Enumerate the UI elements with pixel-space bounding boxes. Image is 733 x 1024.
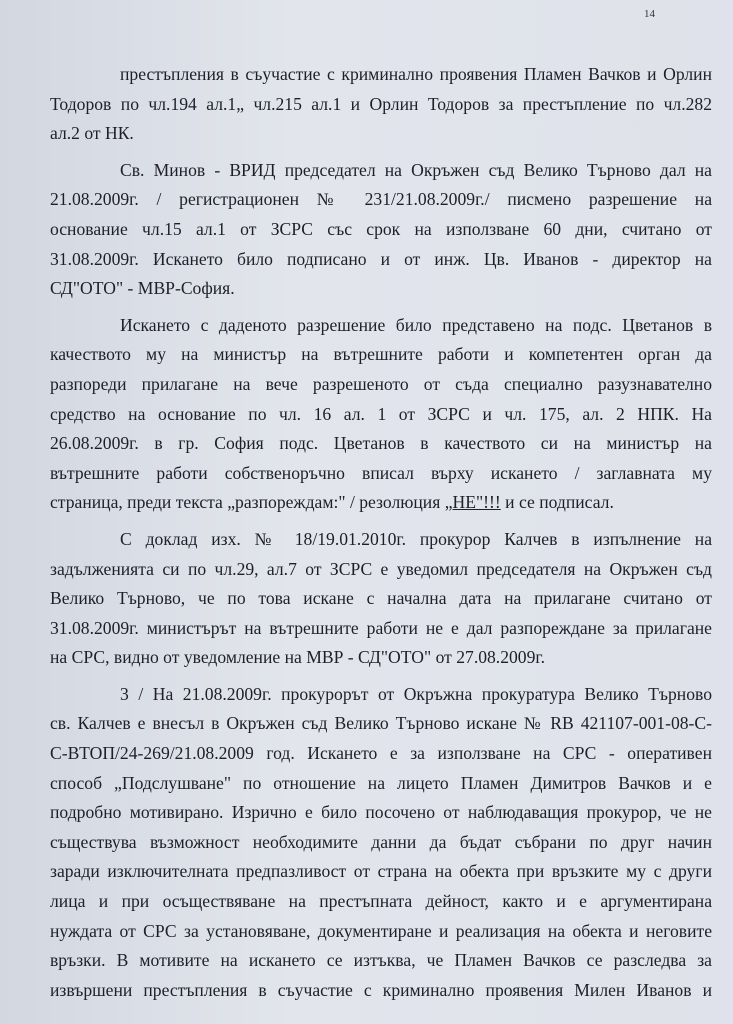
text-line: вътрешните работи собственоръчно вписал върху искането / заглавната му bbox=[50, 462, 712, 483]
text-line: Св. Минов - ВРИД председател на Окръжен съд Велико Търново дал на bbox=[120, 159, 712, 180]
text-line: извършени престъпления в съучастие с криминално проявения Милен Иванов и bbox=[50, 979, 712, 1000]
text-fragment: страница, преди текста „разпореждам:" / резолюция „ bbox=[50, 492, 453, 513]
text-line: 21.08.2009г. / регистрационен № 231/21.08.2009г./ писмено разрешение на bbox=[50, 189, 712, 210]
text-line: подробно мотивирано. Изрично е било посочено от наблюдаващия прокурор, че не bbox=[50, 802, 712, 823]
text-line: 31.08.2009г. Искането било подписано и от инж. Цв. Иванов - директор на bbox=[50, 248, 712, 269]
text-line: средство на основание по чл. 16 ал. 1 от ЗСРС и чл. 175, ал. 2 НПК. На bbox=[50, 403, 712, 424]
text-line: престъпления в съучастие с криминално проявения Пламен Вачков и Орлин bbox=[120, 64, 712, 84]
text-line: задълженията си по чл.29, ал.7 от ЗСРС е уведомил председателя на Окръжен съд bbox=[50, 558, 712, 579]
text-line: връзки. В мотивите на искането се изтъква, че Пламен Вачков се разследва за bbox=[50, 950, 712, 971]
text-line: С-ВТОП/24-269/21.08.2009 год. Искането е за използване на СРС - оперативен bbox=[50, 743, 712, 764]
text-line: св. Калчев е внесъл в Окръжен съд Велико Търново искане № RB 421107-001-08-С- bbox=[50, 713, 712, 734]
text-line: Велико Търново, че по това искане с начална дата на прилагане считано от bbox=[50, 588, 712, 609]
text-line: 3 / На 21.08.2009г. прокурорът от Окръжна прокуратура Велико Търново bbox=[120, 683, 712, 704]
text-line: основание чл.15 ал.1 от ЗСРС със срок на използване 60 дни, считано от bbox=[50, 218, 712, 239]
text-line: 31.08.2009г. министърът на вътрешните работи не е дал разпореждане за прилагане bbox=[50, 617, 712, 638]
text-line: СД"ОТО" - МВР-София. bbox=[50, 278, 235, 299]
text-line: Искането с даденото разрешение било представено на подс. Цветанов в bbox=[120, 314, 712, 335]
text-line: съществува възможност необходимите данни да бъдат събрани по друг начин bbox=[50, 831, 712, 852]
underlined-resolution: НЕ"!!! bbox=[452, 492, 501, 513]
text-line: нуждата от СРС за установяване, документиране и реализация на обекта и неговите bbox=[50, 920, 712, 941]
text-line: способ „Подслушване" по отношение на лицето Пламен Димитров Вачков и е bbox=[50, 772, 712, 793]
page-number: 14 bbox=[644, 8, 655, 20]
paragraph-3 bbox=[50, 311, 712, 518]
text-line: Тодоров по чл.194 ал.1„ чл.215 ал.1 и Орлин Тодоров за престъпление по чл.282 bbox=[50, 93, 712, 114]
text-fragment: и се подписал. bbox=[500, 492, 614, 513]
text-line: ал.2 от НК. bbox=[50, 123, 134, 144]
body-text bbox=[50, 60, 712, 1005]
paragraph-4 bbox=[50, 525, 712, 673]
paragraph-5 bbox=[50, 680, 712, 1006]
paragraph-2 bbox=[50, 156, 712, 304]
text-line bbox=[50, 488, 712, 518]
text-line: С доклад изх. № 18/19.01.2010г. прокурор Калчев в изпълнение на bbox=[120, 528, 712, 549]
text-line: качеството му на министър на вътрешните работи и компетентен орган да bbox=[50, 344, 712, 365]
text-line: на СРС, видно от уведомление на МВР - СД"ОТО" от 27.08.2009г. bbox=[50, 647, 546, 668]
text-line: заради изключителната предпазливост от страна на обекта при връзките му с други bbox=[50, 861, 712, 882]
text-line: лица и при осъществяване на престъпната дейност, както и е аргументирана bbox=[50, 891, 712, 912]
paragraph-1 bbox=[50, 60, 712, 149]
text-line: 26.08.2009г. в гр. София подс. Цветанов в качеството си на министър на bbox=[50, 433, 712, 454]
text-line: разпореди прилагане на вече разрешеното от съда специално разузнавателно bbox=[50, 373, 712, 394]
